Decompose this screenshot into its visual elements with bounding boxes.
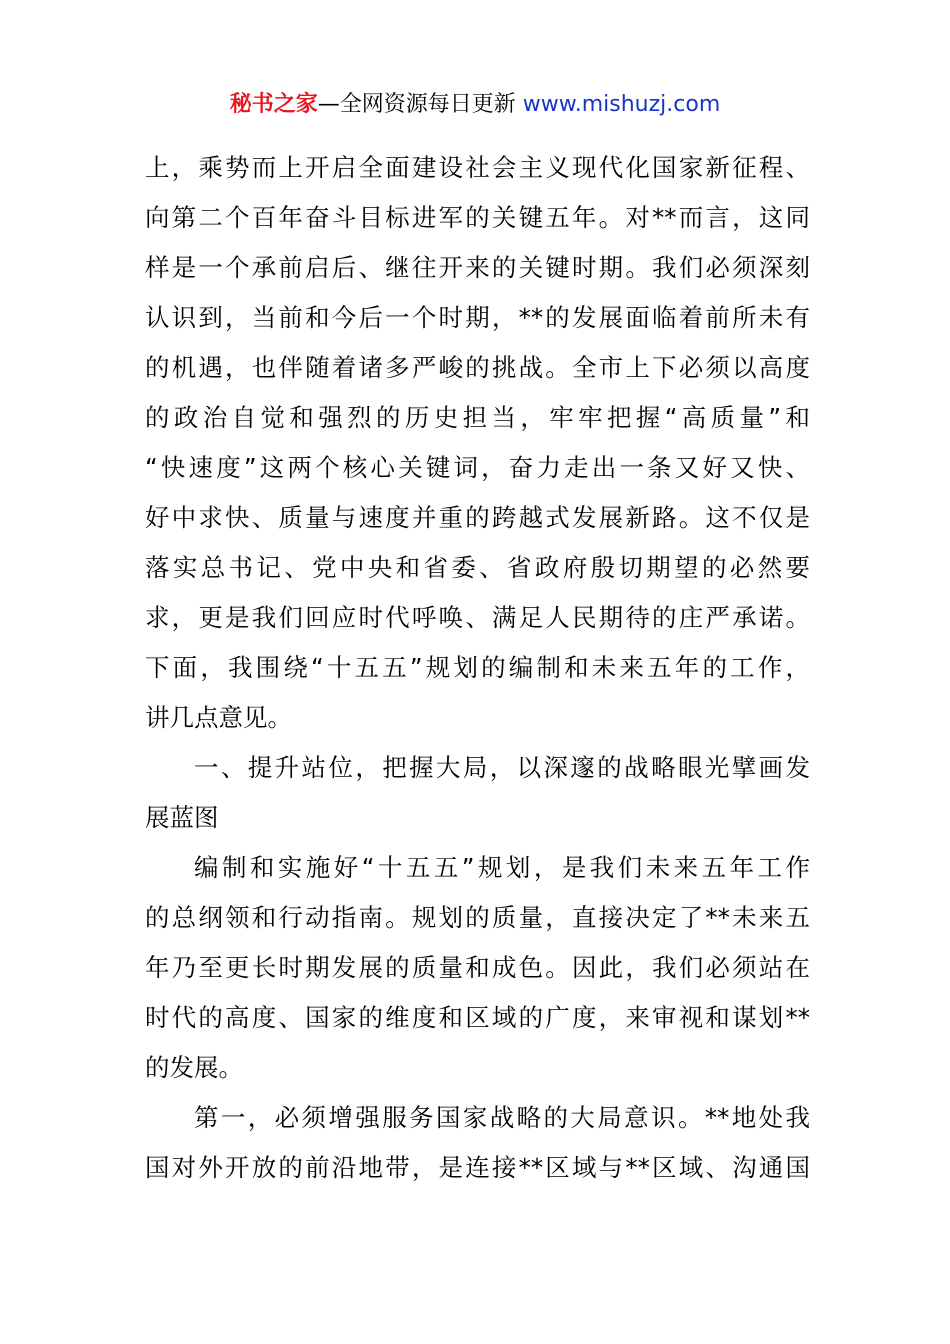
text-line: 讲几点意见。 xyxy=(145,703,292,732)
text-line: 样是一个承前启后、继往开来的关键时期。我们必须深刻 xyxy=(145,253,810,282)
text-line: 的政治自觉和强烈的历史担当，牢牢把握“高质量”和 xyxy=(145,403,810,432)
text-line: 国对外开放的前沿地带，是连接**区域与**区域、沟通国 xyxy=(145,1153,810,1182)
site-brand: 秘书之家 xyxy=(229,92,318,117)
text-line: 上，乘势而上开启全面建设社会主义现代化国家新征程、 xyxy=(145,153,810,182)
site-url-link[interactable]: www.mishuzj.com xyxy=(522,92,721,117)
text-line: 好中求快、质量与速度并重的跨越式发展新路。这不仅是 xyxy=(145,503,810,532)
text-line: 时代的高度、国家的维度和区域的广度，来审视和谋划** xyxy=(145,1003,810,1032)
text-line: “快速度”这两个核心关键词，奋力走出一条又好又快、 xyxy=(145,453,810,482)
text-line: 编制和实施好“十五五”规划，是我们未来五年工作 xyxy=(194,853,810,882)
text-line: 年乃至更长时期发展的质量和成色。因此，我们必须站在 xyxy=(145,953,810,982)
text-line: 下面，我围绕“十五五”规划的编制和未来五年的工作， xyxy=(145,653,810,682)
text-line: 认识到，当前和今后一个时期，**的发展面临着前所未有 xyxy=(145,303,810,332)
text-line: 求，更是我们回应时代呼唤、满足人民期待的庄严承诺。 xyxy=(145,603,810,632)
section-heading-line: 展蓝图 xyxy=(145,803,219,832)
text-line: 的总纲领和行动指南。规划的质量，直接决定了**未来五 xyxy=(145,903,810,932)
document-body xyxy=(145,143,810,1193)
text-line: 的机遇，也伴随着诸多严峻的挑战。全市上下必须以高度 xyxy=(145,353,810,382)
section-heading-line: 一、提升站位，把握大局，以深邃的战略眼光擘画发 xyxy=(194,753,810,782)
text-line: 第一，必须增强服务国家战略的大局意识。**地处我 xyxy=(194,1103,810,1132)
text-line: 的发展。 xyxy=(145,1053,243,1082)
text-line: 向第二个百年奋斗目标进军的关键五年。对**而言，这同 xyxy=(145,203,810,232)
site-tagline: —全网资源每日更新 xyxy=(317,92,516,117)
text-line: 落实总书记、党中央和省委、省政府殷切期望的必然要 xyxy=(145,553,810,582)
site-header xyxy=(0,88,950,122)
